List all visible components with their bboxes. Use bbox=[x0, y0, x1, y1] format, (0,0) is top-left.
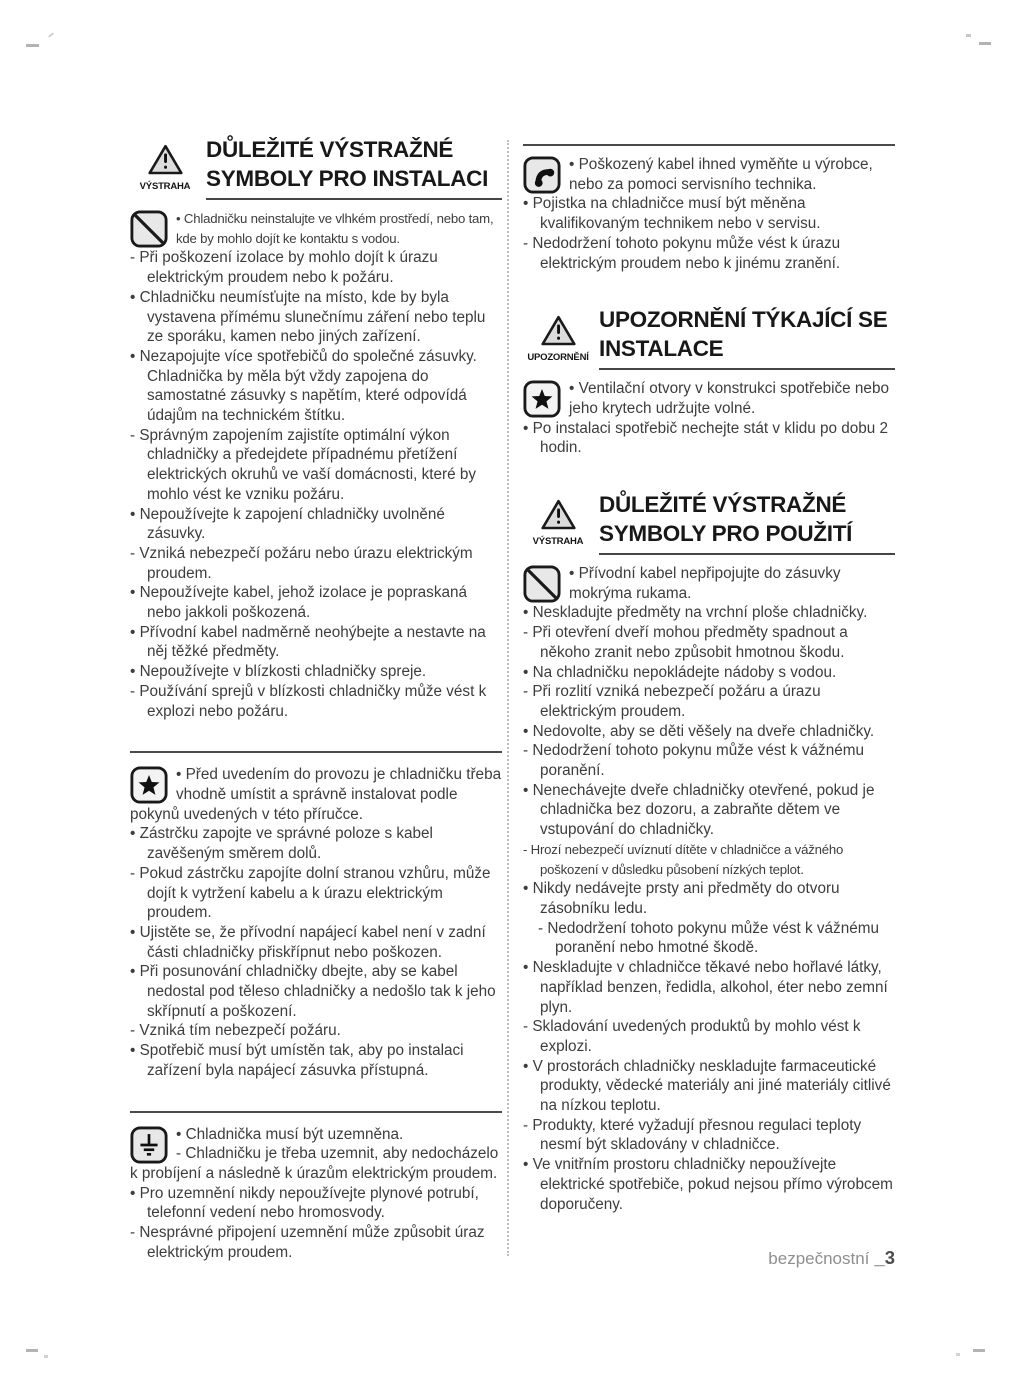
warning-badge bbox=[523, 314, 599, 371]
no-entry-icon bbox=[523, 565, 561, 603]
list-item: • Po instalaci spotřebič nechejte stát v klidu po dobu 2 hodin. bbox=[523, 419, 889, 457]
list-item: • V prostorách chladničky neskladujte farmaceutické produkty, vědecké materiály ani jiné materiály citlivé na nízkou teplotu. bbox=[523, 1057, 891, 1115]
right-column bbox=[523, 133, 895, 1214]
star-icon bbox=[130, 766, 168, 804]
section-title-line: DŮLEŽITÉ VÝSTRAŽNÉ bbox=[599, 492, 847, 518]
instruction-group bbox=[130, 765, 502, 1080]
section-title-line: UPOZORNĚNÍ TÝKAJÍCÍ SE bbox=[599, 307, 888, 333]
list-item: - Pokud zástrčku zapojíte dolní stranou vzhůru, může dojít k vytržení kabelu a k úrazu elektrickým proudem. bbox=[130, 864, 491, 922]
list-item: - Chladničku je třeba uzemnit, aby nedocházelo k probíjení a následně k úrazům elektrickým proudem. bbox=[130, 1145, 499, 1182]
section-title bbox=[599, 490, 895, 555]
page-footer bbox=[523, 1247, 895, 1269]
warning-triangle-icon bbox=[130, 143, 200, 176]
list-item: - Při rozlití vzniká nebezpečí požáru a úrazu elektrickým proudem. bbox=[523, 683, 821, 720]
section-title bbox=[599, 305, 895, 370]
crop-mark bbox=[44, 1355, 48, 1358]
crop-mark bbox=[973, 1349, 985, 1352]
list-item: • Nepoužívejte v blízkosti chladničky spreje. bbox=[130, 663, 427, 681]
section-title-line: SYMBOLY PRO INSTALACI bbox=[206, 166, 489, 191]
warning-triangle-icon bbox=[523, 498, 593, 531]
instruction-group bbox=[523, 564, 895, 1214]
instruction-group bbox=[523, 155, 895, 273]
section-heading bbox=[523, 305, 895, 370]
section-title-line: SYMBOLY PRO POUŽITÍ bbox=[599, 521, 853, 547]
list-item: • Pojistka na chladničce musí být měněna kvalifikovaným technikem nebo v servisu. bbox=[523, 195, 821, 233]
list-item: • Pro uzemnění nikdy nepoužívejte plynové potrubí, telefonní vedení nebo hromosvody. bbox=[130, 1184, 479, 1222]
list-item: - Nedodržení tohoto pokynu může vést k vážnému poranění nebo hmotné škodě. bbox=[538, 919, 879, 957]
list-item: - Produkty, které vyžadují přesnou regulaci teploty nesmí být skladovány v chladničce. bbox=[523, 1116, 862, 1154]
list-item: • Před uvedením do provozu je chladničku třeba vhodně umístit a správně instalovat podle pokynů uvedených v této příručce. bbox=[130, 766, 502, 823]
section-title bbox=[206, 135, 502, 200]
list-item: - Vzniká tím nebezpečí požáru. bbox=[130, 1022, 341, 1040]
list-item: • Přívodní kabel nadměrně neohýbejte a nestavte na něj těžké předměty. bbox=[130, 623, 486, 661]
list-item: • Neskladujte předměty na vrchní ploše chladničky. bbox=[523, 604, 868, 622]
crop-mark bbox=[979, 42, 991, 45]
crop-mark bbox=[48, 32, 54, 37]
warning-badge bbox=[130, 143, 206, 200]
badge-label: UPOZORNĚNÍ bbox=[527, 351, 589, 363]
list-item: - Při poškození izolace by mohlo dojít k úrazu elektrickým proudem nebo k požáru. bbox=[130, 249, 438, 287]
section-heading bbox=[130, 135, 502, 200]
list-item: - Nedodržení tohoto pokynu může vést k úrazu elektrickým proudem nebo k jinému zranění. bbox=[523, 234, 841, 272]
list-item: • Zástrčku zapojte ve správné poloze s kabel zavěšeným směrem dolů. bbox=[130, 825, 433, 863]
list-item: • Chladnička musí být uzemněna. bbox=[176, 1125, 404, 1143]
section-title-line: DŮLEŽITÉ VÝSTRAŽNÉ bbox=[206, 137, 454, 162]
list-item: • Ventilační otvory v konstrukci spotřebiče nebo jeho krytech udržujte volné. bbox=[569, 380, 889, 417]
left-column bbox=[130, 135, 502, 1262]
section-title-line: INSTALACE bbox=[599, 336, 724, 362]
list-item: - Správným zapojením zajistíte optimální výkon chladničky a předejdete případnému přetížení elektrických okruhů ve vaší domácnosti, které by mohlo vést ke vzniku požáru. bbox=[130, 426, 477, 503]
page-number: _3 bbox=[874, 1247, 895, 1268]
star-icon bbox=[523, 380, 561, 418]
list-item: • Při posunování chladničky dbejte, aby se kabel nedostal pod těleso chladničky a nedošlo tak k jeho skřípnutí a poškození. bbox=[130, 963, 496, 1020]
section-divider-rule bbox=[523, 144, 895, 146]
list-item: • Chladničku neinstalujte ve vlhkém prostředí, nebo tam, kde by mohlo dojít ke kontaktu s vodou. bbox=[176, 211, 494, 246]
list-item: • Ve vnitřním prostoru chladničky nepoužívejte elektrické spotřebiče, pokud nejsou přímo výrobcem doporučeny. bbox=[523, 1156, 893, 1213]
list-item: - Skladování uvedených produktů by mohlo vést k explozi. bbox=[523, 1018, 861, 1055]
list-item: • Nedovolte, aby se děti věšely na dveře chladničky. bbox=[523, 722, 875, 740]
list-item: • Neskladujte v chladničce těkavé nebo hořlavé látky, například benzen, ředidla, alkohol, éter nebo zemní plyn. bbox=[523, 959, 888, 1016]
warning-triangle-icon bbox=[523, 314, 593, 347]
ground-icon bbox=[130, 1126, 168, 1164]
crop-mark bbox=[26, 1349, 38, 1352]
no-entry-icon bbox=[130, 210, 168, 248]
instruction-group bbox=[130, 1125, 502, 1263]
list-item: • Nepoužívejte kabel, jehož izolace je popraskaná nebo jakkoli poškozená. bbox=[130, 584, 467, 622]
list-item: • Přívodní kabel nepřipojujte do zásuvky mokrýma rukama. bbox=[569, 565, 841, 602]
section-heading bbox=[523, 490, 895, 555]
list-item: - Hrozí nebezpečí uvíznutí dítěte v chladničce a vážného poškození v důsledku působení nízkých teplot. bbox=[523, 841, 844, 877]
list-item: • Poškozený kabel ihned vyměňte u výrobce, nebo za pomoci servisního technika. bbox=[569, 156, 873, 193]
list-item: • Nepoužívejte k zapojení chladničky uvolněné zásuvky. bbox=[130, 505, 445, 543]
list-item: • Nenechávejte dveře chladničky otevřené, pokud je chladnička bez dozoru, a zabraňte dětem ve vstupování do chladničky. bbox=[523, 781, 875, 839]
warning-badge bbox=[523, 498, 599, 555]
list-item: - Nedodržení tohoto pokynu může vést k vážnému poranění. bbox=[523, 742, 864, 780]
instruction-group bbox=[130, 209, 502, 721]
list-item: - Při otevření dveří mohou předměty spadnout a někoho zranit nebo způsobit hmotnou škodu. bbox=[523, 624, 848, 661]
instruction-group bbox=[523, 379, 895, 458]
list-item: - Nesprávné připojení uzemnění může způsobit úraz elektrickým proudem. bbox=[130, 1224, 485, 1261]
badge-label: VÝSTRAHA bbox=[139, 181, 191, 193]
column-divider bbox=[507, 140, 509, 1256]
list-item: • Nikdy nedávejte prsty ani předměty do otvoru zásobníku ledu. bbox=[523, 880, 840, 917]
list-item: • Ujistěte se, že přívodní napájecí kabel není v zadní části chladničky přiskřípnut nebo poškozen. bbox=[130, 923, 486, 961]
footer-section-label: bezpečnostní bbox=[768, 1249, 870, 1268]
list-item: • Na chladničku nepokládejte nádoby s vodou. bbox=[523, 663, 837, 681]
badge-label: VÝSTRAHA bbox=[532, 536, 584, 548]
list-item: - Používání sprejů v blízkosti chladničky může vést k explozi nebo požáru. bbox=[130, 682, 487, 720]
section-divider-rule bbox=[130, 1111, 502, 1113]
phone-icon bbox=[523, 156, 561, 194]
list-item: • Chladničku neumísťujte na místo, kde by byla vystavena přímému slunečnímu záření nebo teplu ze sporáku, kamen nebo jiných zařízení. bbox=[130, 288, 486, 346]
crop-mark bbox=[966, 34, 971, 37]
crop-mark bbox=[26, 44, 39, 47]
list-item: • Nezapojujte více spotřebičů do společné zásuvky. Chladnička by měla být vždy zapojena do samostatné zásuvky s napětím, které odpovídá údajům na technickém štítku. bbox=[130, 347, 477, 425]
list-item: • Spotřebič musí být umístěn tak, aby po instalaci zařízení byla napájecí zásuvka přístupná. bbox=[130, 1042, 464, 1079]
list-item: - Vzniká nebezpečí požáru nebo úrazu elektrickým proudem. bbox=[130, 544, 473, 582]
crop-mark bbox=[956, 1353, 960, 1356]
section-divider-rule bbox=[130, 751, 502, 753]
